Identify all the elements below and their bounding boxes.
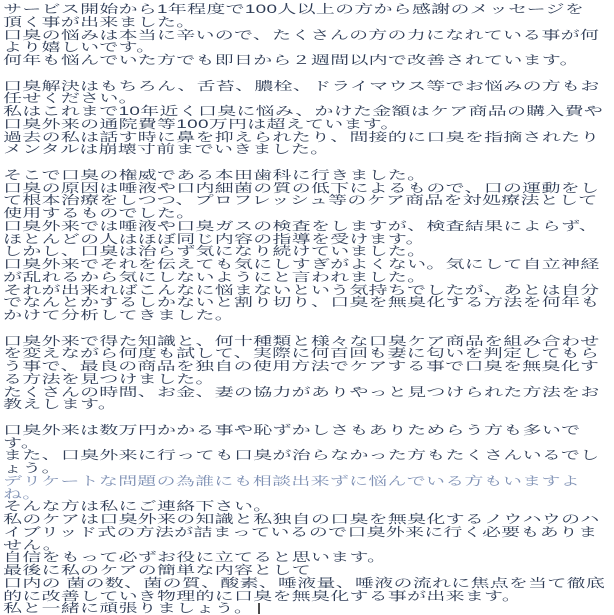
text-line: 使用するものでした。 xyxy=(3,206,196,220)
text-line: より嬉しいです。 xyxy=(3,40,156,55)
text-line: 最後に私のケアの簡単な内容として xyxy=(3,563,311,577)
text-line: 口臭の原因は唾液や口内細菌の質の低下によるもので、口の運動をし xyxy=(3,180,600,195)
text-line: う事で、最良の商品を独自の使用方法でケアする事で口臭を無臭化す xyxy=(3,359,600,373)
text-line: が乱れるから気にしないようにと言われました。 xyxy=(3,269,427,284)
text-line: ね。 xyxy=(3,486,42,501)
text-line: でなんとかするしかないと割り切り、口臭を無臭化する方法を何年も xyxy=(3,295,600,310)
text-line: る方法を見つけました。 xyxy=(3,371,215,386)
text-line: て根本治療をしつつ、プロフレッシュ等のケア商品を対処療法として xyxy=(3,193,598,208)
text-line: を変えながら何度も試して、実際に何百回も妻に匂いを判定してもら xyxy=(3,346,600,361)
text-line xyxy=(3,156,614,169)
text-line: メンタルは崩壊寸前までいきました。 xyxy=(3,142,330,157)
text-line: 私のケアは口臭外来の知識と私独自の口臭を無臭化するノウハウのハ xyxy=(3,512,600,526)
text-line xyxy=(3,322,614,335)
text-line: 口臭外来は数万円かかる事や恥ずかしさもありためらう方も多いで xyxy=(3,422,581,437)
text-line: イブリッド式の方法が詰まっているので口臭外来に行く必要もありま xyxy=(3,524,598,539)
text-line: サービス開始から1年程度で100人以上の方から感謝のメッセージを xyxy=(3,2,585,16)
text-line: そこで口臭の権威である本田歯科に行きました。 xyxy=(3,167,427,182)
text-line: 私と一緒に頑張りましょう。 xyxy=(3,602,614,615)
text-line: それが出来ればこんなに悩まないという気持ちでしたが、あとは自分 xyxy=(3,282,600,297)
text-line: 何年も悩んでいた方でも即日から２週間以内で改善されています。 xyxy=(3,53,579,67)
text-line: 口臭の悩みは本当に辛いので、たくさんの方の力になれている事が何 xyxy=(3,27,600,42)
text-editor-area[interactable] xyxy=(0,1,614,615)
text-line: たくさんの時間、お金、妻の協力がありやっと見つけられた方法をお xyxy=(3,384,600,399)
text-cursor xyxy=(258,603,260,615)
text-line: す。 xyxy=(3,435,41,450)
text-line: せん。 xyxy=(3,537,62,552)
text-line: しかし、口臭は治らず気になり続けていました。 xyxy=(3,244,427,259)
text-line: 的に改善していき物理的に口臭を無臭化する事が出来ます。 xyxy=(3,588,522,603)
text-line: かけて分析してきました。 xyxy=(3,308,235,322)
text-line: 自信をもって必ずお役に立てると思います。 xyxy=(3,550,387,565)
text-line: デリケートな問題の為誰にも相談出来ずに悩んでいる方もいますよ xyxy=(3,473,580,488)
text-line: 口臭外来でそれを伝えても気にしすぎがよくない。気にして自立神経 xyxy=(3,257,600,271)
text-line: 過去の私は話す時に鼻を抑えられたり、間接的に口臭を指摘されたり xyxy=(3,129,600,144)
text-line xyxy=(3,67,614,80)
text-line: 任せください。 xyxy=(3,91,138,106)
text-line: そんな方は私にご連絡下さい。 xyxy=(3,499,273,514)
text-line: 口臭解決はもちろん、舌苔、膿栓、ドライマウス等でお悩みの方もお xyxy=(3,78,600,93)
text-line: ほとんどの人はほぼ同じ内容の指導を受けます。 xyxy=(3,231,425,246)
text-line: 口内の 菌の数、菌の質、酸素、唾液量、唾液の流れに焦点を当て徹底 xyxy=(3,575,606,590)
text-line xyxy=(3,411,614,424)
text-line: 頂く事が出来ました。 xyxy=(3,14,196,29)
text-line: また、口臭外来に行っても口臭が治らなかった方もたくさんいるでし xyxy=(3,448,600,463)
text-line: 私はこれまで10年近く口臭に悩み、かけた金額はケア商品の購入費や xyxy=(3,104,604,118)
text-line: 口臭外来の通院費等100万円は超えています。 xyxy=(3,116,400,131)
text-line: 口臭外来では唾液や口臭ガスの検査をしますが、検査結果によらず、 xyxy=(3,218,599,233)
text-line: 口臭外来で得た知識と、何十種類と様々な口臭ケア商品を組み合わせ xyxy=(3,333,600,348)
text-line: 教えします。 xyxy=(3,397,118,412)
text-line: ょう。 xyxy=(3,461,61,475)
